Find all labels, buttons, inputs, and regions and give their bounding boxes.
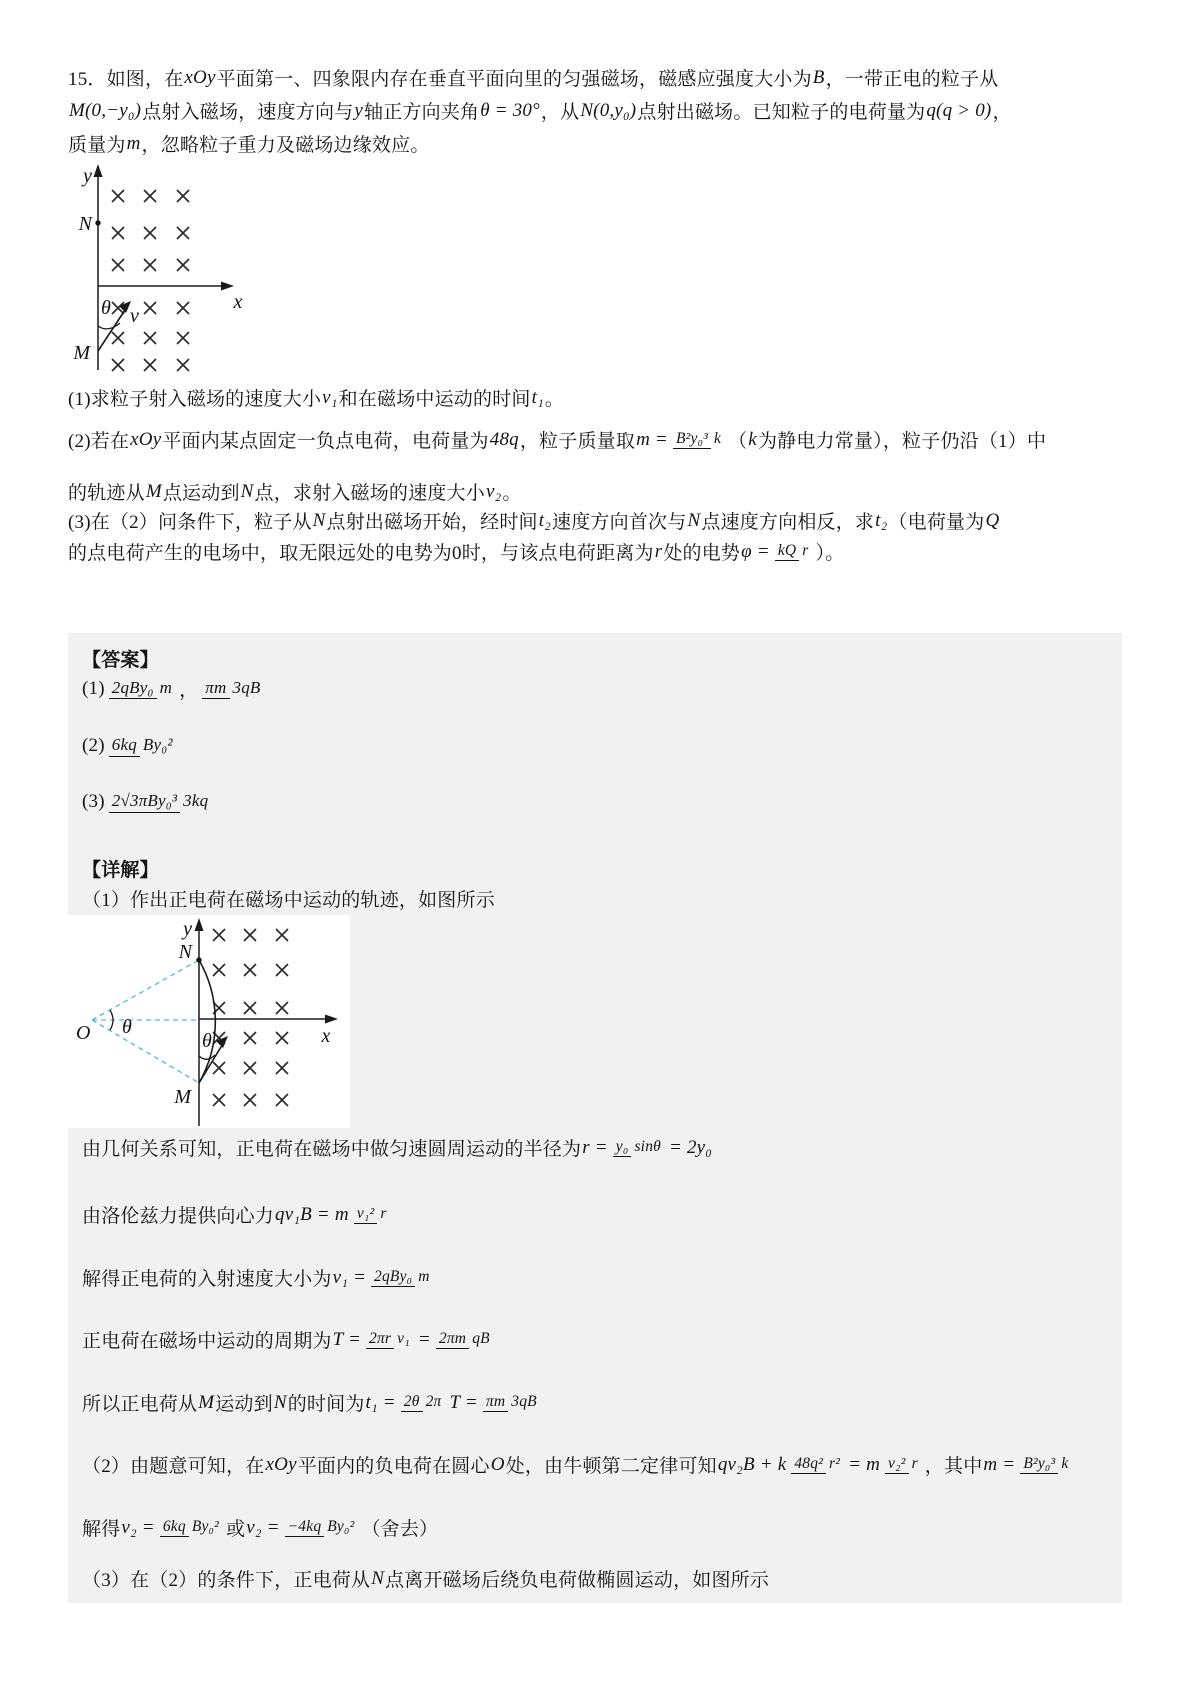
fraction-denominator: 2π <box>425 1392 442 1410</box>
text-run: 点速度方向相反，求 <box>701 512 875 533</box>
fraction <box>109 791 212 812</box>
fraction <box>791 1455 843 1474</box>
fraction-numerator: 6kq <box>160 1518 189 1537</box>
answer-section <box>68 633 1122 1603</box>
fraction <box>354 1205 390 1224</box>
figure-background <box>68 915 350 1128</box>
fraction-denominator: v₁ <box>397 1329 410 1347</box>
text-run: (3)在（2）问条件下，粒子从 <box>68 512 312 533</box>
math-run: q(q > 0) <box>926 99 992 121</box>
math-run: t₂ <box>875 509 888 531</box>
explanation-line-7 <box>82 1451 1075 1478</box>
math-run: θ = 30° <box>480 99 540 121</box>
fraction-denominator: m <box>159 677 173 697</box>
text-run: （3）在（2）的条件下，正电荷从 <box>82 1570 371 1591</box>
text-run: 正电荷在磁场中运动的周期为 <box>82 1331 332 1352</box>
theta-label-at-O: θ <box>122 1016 132 1038</box>
field-cross-grid <box>112 190 189 371</box>
text-run: （舍去） <box>361 1519 439 1540</box>
question-3-line-2 <box>68 538 844 565</box>
point-N-label: N <box>78 213 92 235</box>
math-run: N <box>687 509 701 531</box>
math-run: r = <box>582 1136 608 1158</box>
y-axis-arrowhead-icon <box>94 164 103 177</box>
math-run: 48q <box>489 428 519 450</box>
fraction-numerator: −4kq <box>285 1518 325 1537</box>
text-run: 由几何关系可知，正电荷在磁场中做匀速圆周运动的半径为 <box>82 1139 582 1160</box>
fraction-numerator: kQ <box>775 542 799 561</box>
fraction-denominator: 3qB <box>232 677 261 697</box>
text-run: （电荷量为 <box>888 512 985 533</box>
math-run: r <box>654 540 663 562</box>
fraction-denominator: 3qB <box>511 1392 537 1410</box>
text-run: ，粒子质量取 <box>519 431 636 452</box>
fraction-denominator: k <box>714 429 722 447</box>
point-N-dot <box>95 220 100 225</box>
explanation-line-6 <box>82 1389 544 1416</box>
text-run: 所以正电荷从 <box>82 1394 198 1415</box>
fraction-numerator: πm <box>483 1393 508 1412</box>
math-run: N <box>273 1391 287 1413</box>
text-run: 解得正电荷的入射速度大小为 <box>82 1269 332 1290</box>
text-run: 处，由牛顿第二定律可知 <box>505 1456 717 1477</box>
explanation-line-1 <box>82 885 495 912</box>
text-run: 点，求射入磁场的速度大小 <box>254 483 485 504</box>
math-run: v₁ = <box>332 1266 367 1288</box>
math-run: xOy <box>130 428 162 450</box>
fraction-denominator: 3kq <box>183 791 209 811</box>
fraction-numerator: 2qBy₀ <box>109 678 157 699</box>
text-run: 点射出磁场。已知粒子的电荷量为 <box>637 102 926 123</box>
fraction-denominator: By₀² <box>191 1517 219 1535</box>
fraction-numerator: y₀ <box>613 1138 632 1157</box>
fraction <box>109 678 175 699</box>
statement-line-2 <box>68 97 1012 124</box>
theta-label: θ <box>101 297 111 319</box>
fraction <box>775 542 812 561</box>
point-M-label: M <box>174 1086 191 1108</box>
text-run: （1）作出正电荷在磁场中运动的轨迹，如图所示 <box>82 890 495 911</box>
math-run: v₁ <box>322 386 338 408</box>
fraction-denominator: r <box>911 1454 918 1472</box>
text-run: 点射入磁场，速度方向与 <box>142 102 354 123</box>
text-run: ，其中 <box>924 1456 983 1477</box>
text-run: 由洛伦兹力提供向心力 <box>82 1206 275 1227</box>
text-run: 质量为 <box>68 135 126 156</box>
math-run: qv₂B + k <box>717 1453 787 1475</box>
fraction <box>401 1393 445 1412</box>
text-run: 点射出磁场开始，经时间 <box>326 512 538 533</box>
fraction <box>1020 1455 1071 1474</box>
text-run: 。 <box>544 389 565 410</box>
text-run: 为静电力常量），粒子仍沿（1）中 <box>757 431 1047 452</box>
text-run: 的时间为 <box>287 1394 365 1415</box>
math-run: M <box>145 480 162 502</box>
answer-item-1 <box>82 675 267 702</box>
fraction <box>673 430 724 449</box>
text-run: (2) <box>82 735 105 756</box>
text-run: ，从 <box>540 102 580 123</box>
math-run: t₂ <box>538 509 552 531</box>
math-run: y <box>354 99 364 121</box>
velocity-label: v <box>130 305 139 327</box>
fraction-denominator: By₀² <box>142 735 173 755</box>
question-1 <box>68 384 564 411</box>
fraction-numerator: 2θ <box>401 1393 423 1412</box>
text-run: (1) <box>82 677 105 699</box>
fraction-numerator: 2√3πBy₀³ <box>109 791 180 812</box>
text-run: (3) <box>82 791 105 812</box>
math-run: m = <box>983 1453 1016 1475</box>
point-N-label: N <box>178 941 192 963</box>
question-2-line-2 <box>68 478 522 505</box>
math-run: N <box>240 480 254 502</box>
text-run: (1)求粒子射入磁场的速度大小 <box>68 389 322 410</box>
fraction-denominator: k <box>1061 1454 1069 1472</box>
text-run: 的点电荷产生的电场中，取无限远处的电势为0时，与该点电荷距离为 <box>68 543 654 564</box>
fraction-denominator: qB <box>472 1329 490 1347</box>
fraction <box>483 1393 540 1412</box>
fraction-denominator: r² <box>829 1454 841 1472</box>
x-axis-label: x <box>233 291 243 313</box>
y-axis-label: y <box>183 918 192 940</box>
text-run: 解得 <box>82 1519 121 1540</box>
math-run: N(0,y₀) <box>580 99 637 121</box>
math-run: Q <box>985 509 1000 531</box>
statement-line-3 <box>68 130 430 157</box>
fraction <box>285 1518 358 1537</box>
text-run: 处的电势 <box>663 543 741 564</box>
fraction-numerator: 6kq <box>109 735 140 756</box>
explanation-line-3 <box>82 1201 394 1228</box>
math-run: T = <box>332 1328 362 1350</box>
explanation-line-4 <box>82 1264 437 1291</box>
fraction <box>885 1455 921 1474</box>
fraction-denominator: m <box>418 1267 430 1285</box>
fraction-denominator: sinθ <box>634 1137 661 1155</box>
fraction <box>371 1268 433 1287</box>
y-axis-label: y <box>83 165 92 187</box>
math-run: φ = <box>741 540 770 562</box>
fraction-denominator: r <box>380 1204 387 1222</box>
math-run: N <box>312 509 326 531</box>
math-run: = 2y₀ <box>668 1136 713 1158</box>
text-run: 。 <box>502 483 522 504</box>
math-run: T = <box>449 1391 478 1413</box>
fraction <box>366 1330 413 1349</box>
text-run: 15．如图，在 <box>68 69 184 90</box>
math-run: t₁ <box>531 386 544 408</box>
x-axis-arrowhead-icon <box>221 282 234 291</box>
math-run: v₂ = <box>121 1516 155 1538</box>
text-run: ，一带正电的粒子从 <box>825 69 999 90</box>
question-2-line-1 <box>68 426 1046 453</box>
fraction-numerator: 2πm <box>436 1330 469 1349</box>
text-run: 平面内某点固定一负点电荷，电荷量为 <box>162 431 489 452</box>
text-run: ，忽略粒子重力及磁场边缘效应。 <box>141 135 430 156</box>
fraction <box>160 1518 222 1537</box>
answer-header: 【答案】 <box>82 650 159 671</box>
fraction-numerator: 48q² <box>791 1455 826 1474</box>
explanation-line-5 <box>82 1326 497 1353</box>
math-run: M <box>198 1391 215 1413</box>
math-run: xOy <box>265 1453 297 1475</box>
math-run: v₂ <box>485 480 502 502</box>
fraction-numerator: B²y₀³ <box>1020 1455 1058 1474</box>
x-axis-label: x <box>321 1025 331 1047</box>
math-run: B <box>812 66 825 88</box>
fraction <box>613 1138 664 1157</box>
problem-figure <box>68 160 248 374</box>
math-run: t₁ = <box>365 1391 396 1413</box>
math-run: v₂ = <box>246 1516 280 1538</box>
explanation-line-8 <box>82 1514 438 1541</box>
text-run: 平面第一、四象限内存在垂直平面向里的匀强磁场，磁感应强度大小为 <box>216 69 812 90</box>
text-run: （2）由题意可知，在 <box>82 1456 265 1477</box>
math-run: M(0,−y₀) <box>69 99 142 121</box>
fraction <box>436 1330 493 1349</box>
text-run: 平面内的负电荷在圆心 <box>297 1456 490 1477</box>
explanation-line-2 <box>82 1134 713 1161</box>
fraction-numerator: B²y₀³ <box>673 430 711 449</box>
trajectory-figure <box>68 915 350 1128</box>
fraction-numerator: 2qBy₀ <box>371 1268 415 1287</box>
theta-label-at-M: θ <box>202 1030 212 1052</box>
math-run: m <box>126 132 141 154</box>
math-run: k <box>748 428 757 450</box>
text-run: （ <box>728 431 748 452</box>
fraction-denominator: By₀² <box>327 1517 355 1535</box>
math-run: qv₁B = m <box>275 1203 349 1225</box>
fraction <box>202 678 263 699</box>
fraction-numerator: v₂² <box>885 1455 909 1474</box>
explanation-line-9 <box>82 1565 769 1592</box>
point-N-dot <box>196 957 201 962</box>
question-3-line-1 <box>68 507 1000 534</box>
text-run: 轴正方向夹角 <box>364 102 480 123</box>
text-run: 或 <box>226 1519 246 1540</box>
text-run: 点运动到 <box>162 483 240 504</box>
math-run: O <box>490 1453 505 1475</box>
answer-item-3 <box>82 791 215 813</box>
text-run: 点离开磁场后绕负电荷做椭圆运动，如图所示 <box>385 1570 770 1591</box>
text-run: ， <box>992 102 1012 123</box>
statement-line-1 <box>68 64 998 91</box>
text-run: 的轨迹从 <box>68 483 145 504</box>
explanation-header: 【详解】 <box>82 860 159 881</box>
fraction-numerator: 2πr <box>366 1330 394 1349</box>
fraction-numerator: v₁² <box>354 1205 378 1224</box>
text-run: 运动到 <box>215 1394 273 1415</box>
math-run: = <box>417 1328 431 1350</box>
math-run: m = <box>636 428 668 450</box>
text-run: ， <box>179 680 199 701</box>
text-run: ）。 <box>815 543 845 564</box>
point-M-label: M <box>73 342 90 364</box>
axes <box>98 172 226 370</box>
fraction-numerator: πm <box>202 678 229 699</box>
answer-item-2 <box>82 735 180 757</box>
math-run: N <box>371 1567 385 1589</box>
math-run: = m <box>848 1453 881 1475</box>
text-run: (2)若在 <box>68 431 130 452</box>
fraction <box>109 735 176 756</box>
text-run: 速度方向首次与 <box>552 512 687 533</box>
text-run: 和在磁场中运动的时间 <box>338 389 531 410</box>
fraction-denominator: r <box>802 541 809 559</box>
point-O-label: O <box>76 1022 91 1044</box>
math-run: xOy <box>184 66 216 88</box>
